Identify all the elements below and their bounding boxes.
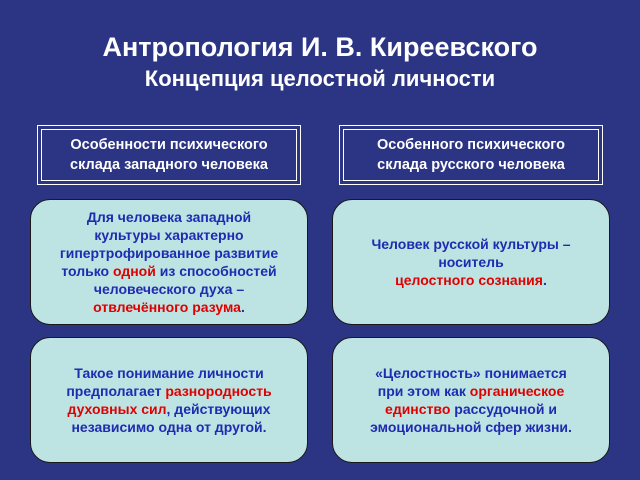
- card-russian-integral: Человек русской культуры – носитель целостного сознания.: [332, 199, 610, 325]
- highlight-one: одной: [112, 263, 156, 279]
- highlight-abstract-reason: отвлечённого разума: [93, 299, 241, 315]
- header-russian-line-2: склада русского человека: [377, 157, 565, 173]
- slide-title: [0, 30, 640, 94]
- highlight-integral-consciousness: целостного сознания: [395, 272, 543, 288]
- card-western-heterogeneity: Такое понимание личности предполагает разнородность духовных сил, действующих независимо одна от другой.: [30, 337, 308, 463]
- highlight-unity: единство: [385, 401, 451, 417]
- title-line-2: Концепция целостной личности: [144, 66, 496, 91]
- header-western: [37, 125, 301, 185]
- header-western-line-2: склада западного человека: [70, 157, 268, 173]
- highlight-organic: органическое: [469, 383, 565, 399]
- card-russian-wholeness: «Целостность» понимается при этом как органическое единство рассудочной и эмоциональной сфер жизни.: [332, 337, 610, 463]
- header-russian: [339, 125, 603, 185]
- card-western-hypertrophy: Для человека западной культуры характерно гипертрофированное развитие только одной из способностей человеческого духа – отвлечённого разума.: [30, 199, 308, 325]
- header-western-line-1: Особенности психического: [70, 137, 268, 153]
- highlight-spiritual-forces: духовных сил: [67, 401, 167, 417]
- highlight-heterogeneity: разнородность: [165, 383, 272, 399]
- title-line-1: Антропология И. В. Киреевского: [102, 32, 538, 62]
- header-russian-line-1: Особенного психического: [376, 137, 566, 153]
